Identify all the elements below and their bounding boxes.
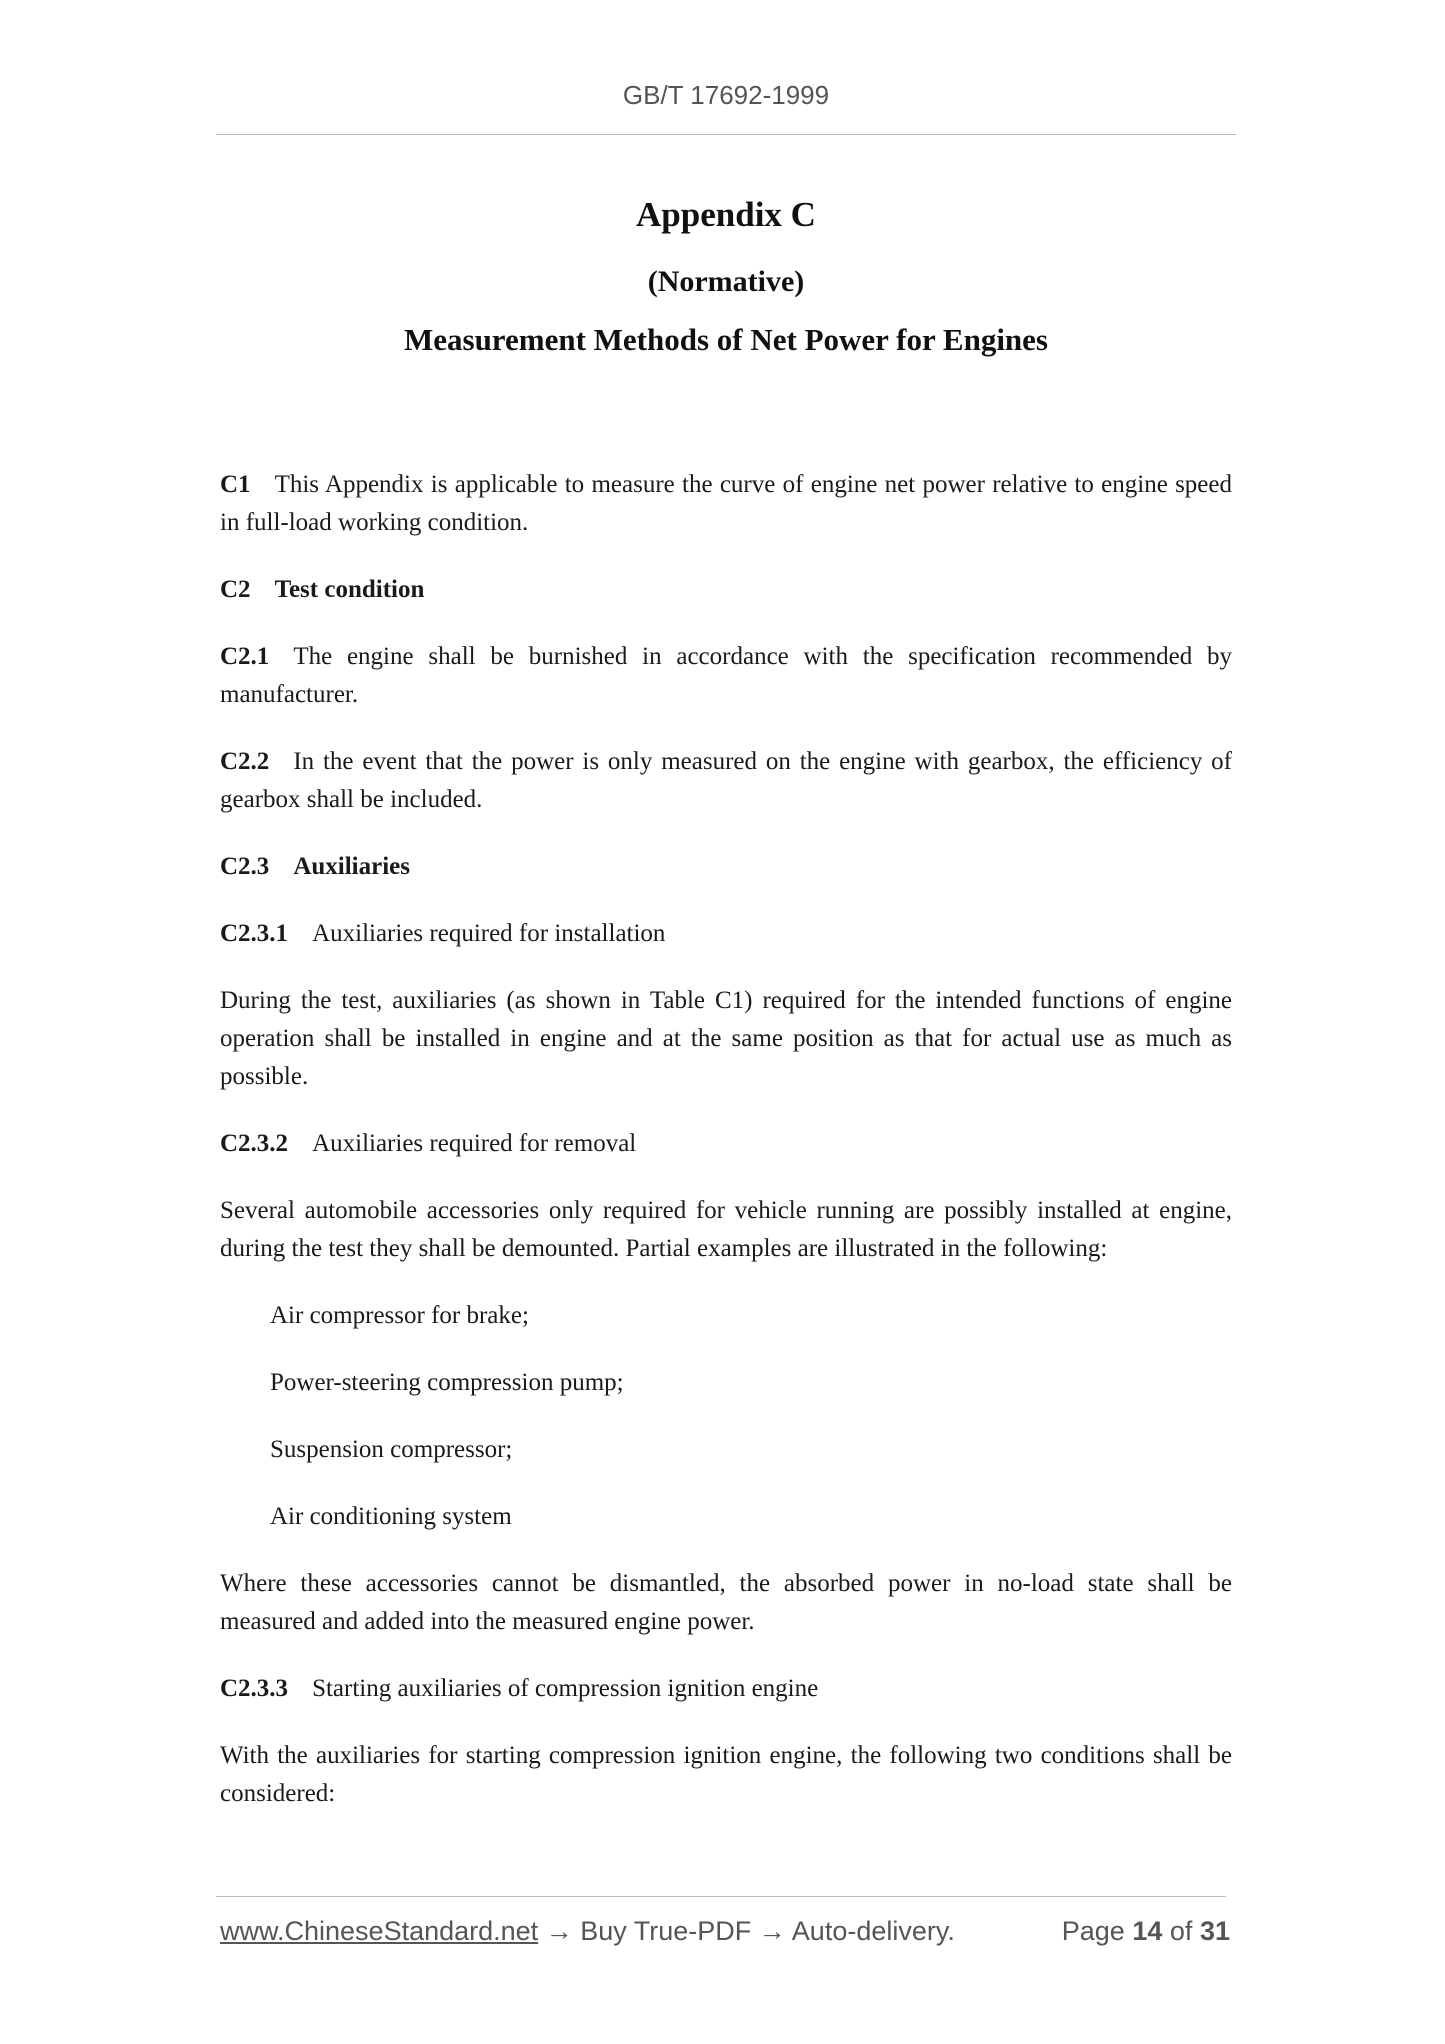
clause-text: The engine shall be burnished in accordance with the specification recommended by manufacturer. <box>220 643 1232 708</box>
clause-heading: Starting auxiliaries of compression ignition engine <box>312 1675 819 1702</box>
clause-c2-3-2-after: Where these accessories cannot be dismantled, the absorbed power in no-load state shall be measured and added into the measured engine power. <box>220 1570 1232 1635</box>
page-label: Page <box>1061 1916 1125 1946</box>
page-indicator <box>1062 1916 1230 1947</box>
clause-number: C2.3.1 <box>220 920 289 947</box>
footer-divider <box>216 1896 1226 1897</box>
clause-c2-1 <box>220 638 1232 714</box>
clause-number: C2 <box>220 576 251 603</box>
clause-text: This Appendix is applicable to measure the curve of engine net power relative to engine speed in full-load working condition. <box>220 471 1232 536</box>
website-link[interactable]: www.ChineseStandard.net <box>220 1916 539 1946</box>
list-item: Power-steering compression pump; <box>270 1369 624 1396</box>
buy-true-pdf-text: Buy True-PDF <box>580 1916 752 1946</box>
appendix-title: Appendix C <box>636 195 816 234</box>
clause-number: C2.3 <box>220 853 270 880</box>
clause-number: C1 <box>220 471 251 498</box>
clause-c2-3-3 <box>220 1670 1232 1708</box>
arrow-right-icon: → <box>545 1916 573 1946</box>
clause-c1 <box>220 466 1232 542</box>
page-total: 31 <box>1199 1916 1230 1946</box>
page-number: 14 <box>1132 1916 1163 1946</box>
appendix-type: (Normative) <box>647 265 805 298</box>
list-item: Air compressor for brake; <box>270 1302 529 1329</box>
clause-c2-3-2-text: Several automobile accessories only required for vehicle running are possibly installed at engine, during the test they shall be demounted. Partial examples are illustrated in the following: <box>220 1197 1232 1262</box>
appendix-subtitle: Measurement Methods of Net Power for Engines <box>403 322 1048 357</box>
clause-c2-3-2 <box>220 1125 1232 1163</box>
document-header: GB/T 17692-1999 <box>622 80 830 110</box>
clause-heading: Auxiliaries <box>293 853 410 880</box>
clause-c2-3-3-text: With the auxiliaries for starting compression ignition engine, the following two conditions shall be considered: <box>220 1742 1232 1807</box>
clause-number: C2.3.2 <box>220 1130 289 1157</box>
arrow-right-icon: → <box>758 1916 786 1946</box>
clause-heading: Auxiliaries required for removal <box>312 1130 637 1157</box>
clause-heading: Test condition <box>274 576 425 603</box>
clause-c2-3-1-text: During the test, auxiliaries (as shown in Table C1) required for the intended functions of engine operation shall be installed in engine and at the same position as that for actual use as much as possible. <box>220 987 1232 1090</box>
page-footer <box>220 1916 1230 1947</box>
of-label: of <box>1169 1916 1193 1946</box>
clause-number: C2.2 <box>220 748 270 775</box>
clause-number: C2.3.3 <box>220 1675 289 1702</box>
clause-text: In the event that the power is only measured on the engine with gearbox, the efficiency of gearbox shall be included. <box>220 748 1232 813</box>
clause-c2 <box>220 571 1232 609</box>
auto-delivery-text: Auto-delivery. <box>791 1916 955 1946</box>
list-item: Air conditioning system <box>270 1503 512 1530</box>
clause-c2-3-1 <box>220 915 1232 953</box>
header-divider <box>216 134 1236 135</box>
clause-c2-3 <box>220 848 1232 886</box>
clause-heading: Auxiliaries required for installation <box>312 920 666 947</box>
document-body <box>220 466 1232 1842</box>
clause-number: C2.1 <box>220 643 270 670</box>
clause-c2-2 <box>220 743 1232 819</box>
list-item: Suspension compressor; <box>270 1436 513 1463</box>
